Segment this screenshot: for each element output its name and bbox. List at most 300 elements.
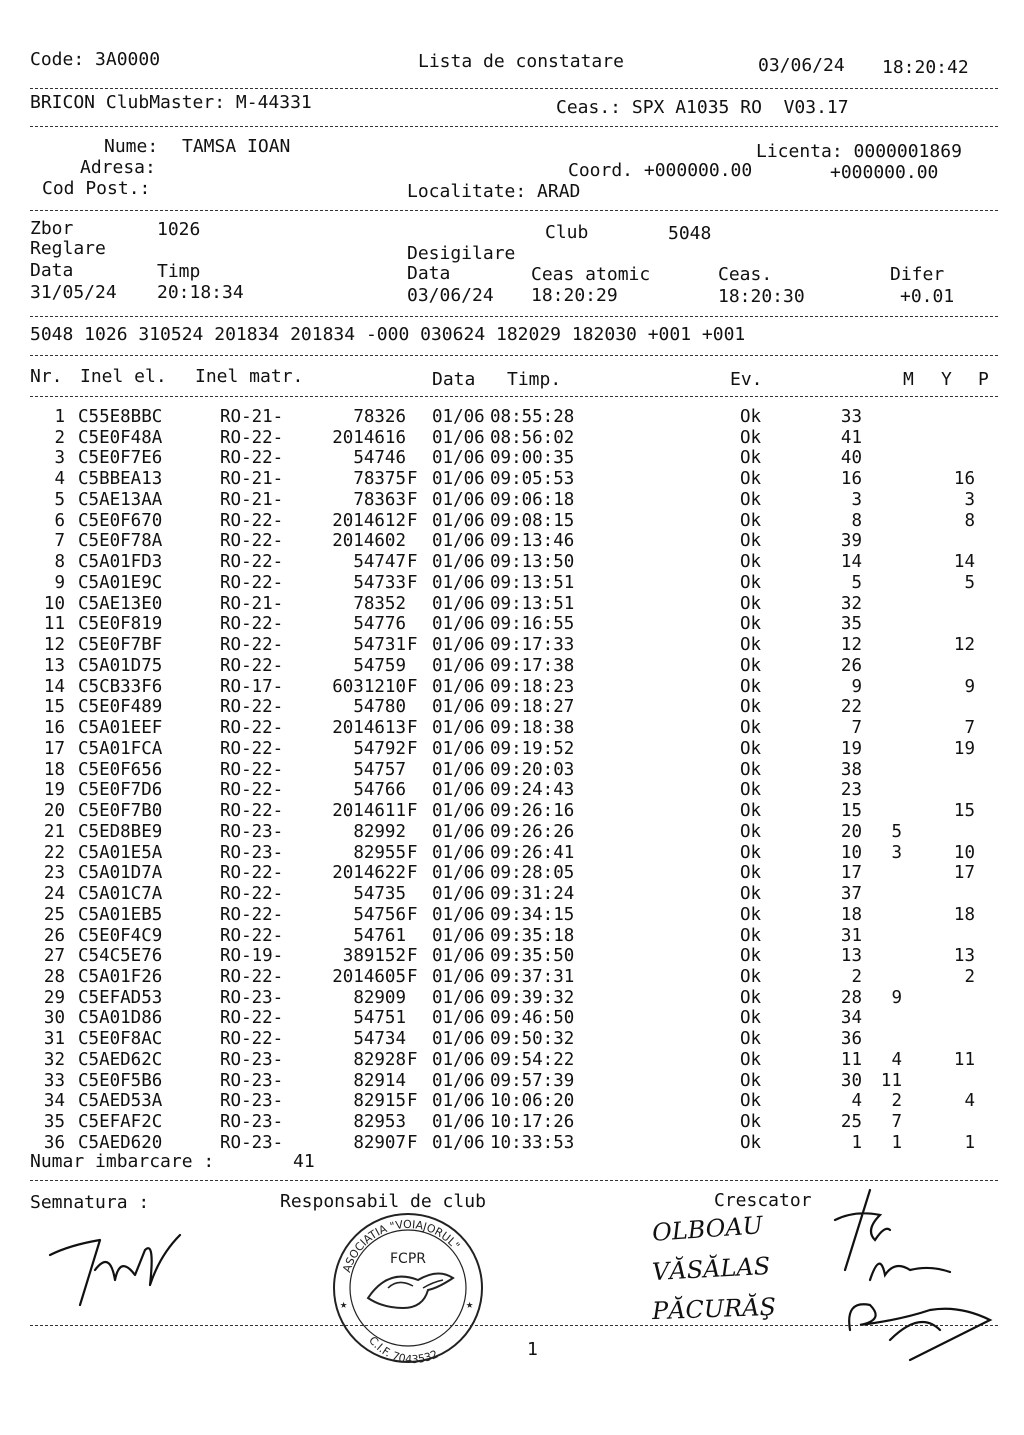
arrival-date: 01/06 (432, 531, 485, 552)
rank-value: 37 (840, 884, 862, 905)
table-row (0, 1050, 1024, 1070)
rank-value: 3 (851, 489, 862, 510)
atomic-time: 18:20:29 (531, 285, 618, 306)
electronic-ring: C5A01EB5 (78, 904, 163, 925)
arrival-time: 09:34:15 (490, 904, 575, 925)
table-row (0, 926, 1024, 946)
boarding-count: 41 (293, 1151, 315, 1172)
electronic-ring: C5E0F656 (78, 759, 163, 780)
arrival-time: 09:50:32 (490, 1029, 575, 1050)
electronic-ring: C5E0F670 (78, 510, 163, 531)
ring-number: 54735 (353, 884, 406, 905)
electronic-ring: C5E0F7BF (78, 635, 163, 656)
print-date: 03/06/24 (758, 55, 845, 76)
row-number: 21 (43, 821, 65, 842)
col-inel-matr: Inel matr. (195, 366, 304, 387)
electronic-ring: C5A01C7A (78, 884, 163, 905)
reglare-label: Reglare (30, 238, 106, 259)
rank-value: 28 (840, 987, 862, 1008)
row-number: 2 (54, 427, 65, 448)
signature-scribble (40, 1215, 190, 1315)
arrival-date: 01/06 (432, 1029, 485, 1050)
arrival-time: 09:57:39 (490, 1070, 575, 1091)
row-number: 33 (43, 1070, 65, 1091)
col-inel-el: Inel el. (80, 366, 167, 387)
ring-flag: F (407, 801, 418, 822)
electronic-ring: C5AE13E0 (78, 593, 163, 614)
row-number: 4 (54, 469, 65, 490)
rank-value: 31 (840, 925, 862, 946)
electronic-ring: C5BBEA13 (78, 469, 163, 490)
row-number: 26 (43, 925, 65, 946)
event-status: Ok (740, 635, 762, 656)
arrival-date: 01/06 (432, 489, 485, 510)
electronic-ring: C5A01D7A (78, 863, 163, 884)
ring-number: 2014616 (332, 427, 406, 448)
club-stamp (328, 1208, 488, 1368)
arrival-date: 01/06 (432, 635, 485, 656)
breeder-name-1: OLBOAU (651, 1211, 764, 1247)
y-value: 1 (891, 1132, 902, 1153)
arrival-time: 08:56:02 (490, 427, 575, 448)
p-value: 3 (964, 489, 975, 510)
owner-name: TAMSA IOAN (182, 136, 291, 157)
event-status: Ok (740, 759, 762, 780)
event-status: Ok (740, 697, 762, 718)
event-status: Ok (740, 718, 762, 739)
arrival-date: 01/06 (432, 884, 485, 905)
ring-prefix: RO-23- (220, 1112, 284, 1133)
event-status: Ok (740, 987, 762, 1008)
rank-value: 25 (840, 1112, 862, 1133)
event-status: Ok (740, 780, 762, 801)
electronic-ring: C5E0F489 (78, 697, 163, 718)
table-row (0, 967, 1024, 987)
arrival-date: 01/06 (432, 759, 485, 780)
row-number: 35 (43, 1112, 65, 1133)
arrival-date: 01/06 (432, 821, 485, 842)
row-number: 18 (43, 759, 65, 780)
electronic-ring: C5AED53A (78, 1091, 163, 1112)
clock-id: Ceas.: SPX A1035 RO V03.17 (556, 97, 849, 118)
event-status: Ok (740, 552, 762, 573)
row-number: 1 (54, 407, 65, 427)
ring-number: 2014613 (332, 718, 406, 739)
arrival-time: 09:19:52 (490, 738, 575, 759)
ring-number: 78363 (353, 489, 406, 510)
ring-prefix: RO-22- (220, 1008, 284, 1029)
arrival-time: 09:18:27 (490, 697, 575, 718)
p-value: 11 (953, 1049, 975, 1070)
rank-value: 32 (840, 593, 862, 614)
arrival-time: 09:46:50 (490, 1008, 575, 1029)
difference-value: +0.01 (900, 286, 955, 307)
event-status: Ok (740, 676, 762, 697)
electronic-ring: C5E0F7E6 (78, 448, 163, 469)
rank-value: 35 (840, 614, 862, 635)
arrival-date: 01/06 (432, 552, 485, 573)
ring-number: 54792 (353, 738, 406, 759)
page-number: 1 (527, 1339, 538, 1360)
ring-flag: F (407, 489, 418, 510)
event-status: Ok (740, 738, 762, 759)
arrival-date: 01/06 (432, 469, 485, 490)
row-number: 5 (54, 489, 65, 510)
ring-number: 2014611 (332, 801, 406, 822)
event-status: Ok (740, 614, 762, 635)
arrival-date: 01/06 (432, 863, 485, 884)
row-number: 28 (43, 966, 65, 987)
table-row (0, 677, 1024, 697)
ring-prefix: RO-23- (220, 987, 284, 1008)
svg-text:★: ★ (340, 1297, 348, 1311)
p-value: 17 (953, 863, 975, 884)
row-number: 34 (43, 1091, 65, 1112)
ring-prefix: RO-22- (220, 510, 284, 531)
locality: Localitate: ARAD (407, 181, 581, 202)
table-row (0, 407, 1024, 427)
ring-number: 82928 (353, 1049, 406, 1070)
arrival-time: 10:17:26 (490, 1112, 575, 1133)
row-number: 23 (43, 863, 65, 884)
arrival-date: 01/06 (432, 842, 485, 863)
arrival-date: 01/06 (432, 676, 485, 697)
table-row (0, 780, 1024, 800)
ring-flag: F (407, 738, 418, 759)
electronic-ring: C5AE13AA (78, 489, 163, 510)
electronic-ring: C5A01E9C (78, 572, 163, 593)
ring-prefix: RO-22- (220, 552, 284, 573)
table-row (0, 801, 1024, 821)
table-row (0, 511, 1024, 531)
arrival-date: 01/06 (432, 946, 485, 967)
p-value: 2 (964, 966, 975, 987)
ring-prefix: RO-23- (220, 842, 284, 863)
club-number: 5048 (668, 223, 712, 244)
breeder-label: Crescator (714, 1190, 812, 1211)
row-number: 27 (43, 946, 65, 967)
event-status: Ok (740, 821, 762, 842)
arrival-date: 01/06 (432, 904, 485, 925)
unseal-date: 03/06/24 (407, 285, 494, 306)
ring-prefix: RO-22- (220, 904, 284, 925)
row-number: 19 (43, 780, 65, 801)
ring-number: 54761 (353, 925, 406, 946)
row-number: 30 (43, 1008, 65, 1029)
y-value: 7 (891, 1112, 902, 1133)
ring-number: 2014602 (332, 531, 406, 552)
ring-prefix: RO-17- (220, 676, 284, 697)
stamp-cif-text: C.I.F. 7043532 (366, 1333, 440, 1367)
stamp-mid-text: FCPR (390, 1251, 426, 1267)
event-status: Ok (740, 904, 762, 925)
rank-value: 9 (851, 676, 862, 697)
clubmaster-id: BRICON ClubMaster: M-44331 (30, 92, 312, 113)
rank-value: 16 (840, 469, 862, 490)
licence: Licenta: 0000001869 (756, 141, 962, 162)
electronic-ring: C5E0F7B0 (78, 801, 163, 822)
rank-value: 22 (840, 697, 862, 718)
ring-prefix: RO-23- (220, 1132, 284, 1153)
signature-label: Semnatura : (30, 1192, 150, 1213)
rank-value: 15 (840, 801, 862, 822)
row-number: 13 (43, 655, 65, 676)
ring-number: 54734 (353, 1029, 406, 1050)
ring-flag: F (407, 469, 418, 490)
rank-value: 39 (840, 531, 862, 552)
table-row (0, 905, 1024, 925)
ring-number: 54766 (353, 780, 406, 801)
table-row (0, 573, 1024, 593)
ring-number: 54751 (353, 1008, 406, 1029)
table-row (0, 1091, 1024, 1111)
table-row (0, 988, 1024, 1008)
table-row (0, 1071, 1024, 1091)
col-data: Data (432, 369, 476, 390)
electronic-ring: C5EFAF2C (78, 1112, 163, 1133)
event-status: Ok (740, 427, 762, 448)
arrival-time: 09:13:51 (490, 593, 575, 614)
col-ev: Ev. (730, 369, 763, 390)
event-status: Ok (740, 884, 762, 905)
col-timp: Timp. (507, 369, 562, 390)
p-value: 5 (964, 572, 975, 593)
ring-number: 2014612 (332, 510, 406, 531)
rank-value: 20 (840, 821, 862, 842)
event-status: Ok (740, 1049, 762, 1070)
row-number: 32 (43, 1049, 65, 1070)
y-value: 9 (891, 987, 902, 1008)
difference-label: Difer (890, 264, 945, 285)
ring-prefix: RO-22- (220, 863, 284, 884)
rank-value: 12 (840, 635, 862, 656)
row-number: 22 (43, 842, 65, 863)
ring-prefix: RO-22- (220, 448, 284, 469)
ring-number: 54776 (353, 614, 406, 635)
arrival-time: 09:26:16 (490, 801, 575, 822)
arrival-date: 01/06 (432, 925, 485, 946)
ring-flag: F (407, 863, 418, 884)
rank-value: 30 (840, 1070, 862, 1091)
electronic-ring: C5CB33F6 (78, 676, 163, 697)
table-row (0, 822, 1024, 842)
ring-prefix: RO-22- (220, 884, 284, 905)
table-row (0, 1112, 1024, 1132)
event-status: Ok (740, 1029, 762, 1050)
ring-prefix: RO-19- (220, 946, 284, 967)
event-status: Ok (740, 407, 762, 427)
ring-number: 389152 (342, 946, 406, 967)
ring-prefix: RO-22- (220, 759, 284, 780)
arrival-time: 09:31:24 (490, 884, 575, 905)
arrival-time: 09:18:23 (490, 676, 575, 697)
arrival-time: 09:26:26 (490, 821, 575, 842)
electronic-ring: C5ED8BE9 (78, 821, 163, 842)
event-status: Ok (740, 469, 762, 490)
ring-flag: F (407, 904, 418, 925)
set-time: 20:18:34 (157, 282, 244, 303)
arrival-date: 01/06 (432, 510, 485, 531)
arrival-date: 01/06 (432, 1132, 485, 1153)
ring-flag: F (407, 676, 418, 697)
event-status: Ok (740, 1112, 762, 1133)
rank-value: 33 (840, 407, 862, 427)
table-row (0, 946, 1024, 966)
ring-prefix: RO-21- (220, 407, 284, 427)
event-status: Ok (740, 842, 762, 863)
arrival-date: 01/06 (432, 614, 485, 635)
divider (30, 396, 998, 397)
ring-flag: F (407, 572, 418, 593)
ring-prefix: RO-22- (220, 572, 284, 593)
ring-prefix: RO-21- (220, 489, 284, 510)
electronic-ring: C5A01E5A (78, 842, 163, 863)
rank-value: 34 (840, 1008, 862, 1029)
rank-value: 11 (840, 1049, 862, 1070)
ring-prefix: RO-22- (220, 966, 284, 987)
rank-value: 13 (840, 946, 862, 967)
event-status: Ok (740, 448, 762, 469)
rank-value: 1 (851, 1132, 862, 1153)
arrival-date: 01/06 (432, 1091, 485, 1112)
ring-number: 82914 (353, 1070, 406, 1091)
arrival-date: 01/06 (432, 407, 485, 427)
club-label: Club (545, 222, 589, 243)
row-number: 36 (43, 1132, 65, 1153)
rank-value: 7 (851, 718, 862, 739)
breeder-name-2: VĂSĂLAS (651, 1251, 771, 1287)
arrival-date: 01/06 (432, 1049, 485, 1070)
ring-number: 2014605 (332, 966, 406, 987)
arrival-time: 10:06:20 (490, 1091, 575, 1112)
table-row (0, 656, 1024, 676)
table-row (0, 863, 1024, 883)
table-row (0, 448, 1024, 468)
ring-number: 82907 (353, 1132, 406, 1153)
arrival-time: 09:39:32 (490, 987, 575, 1008)
event-status: Ok (740, 489, 762, 510)
row-number: 9 (54, 572, 65, 593)
table-row (0, 428, 1024, 448)
summary-code-line: 5048 1026 310524 201834 201834 -000 030624 182029 182030 +001 +001 (30, 324, 746, 345)
rank-value: 40 (840, 448, 862, 469)
table-row (0, 1008, 1024, 1028)
row-number: 11 (43, 614, 65, 635)
electronic-ring: C5E0F48A (78, 427, 163, 448)
ring-number: 6031210 (332, 676, 406, 697)
ring-number: 54759 (353, 655, 406, 676)
ring-flag: F (407, 635, 418, 656)
ring-prefix: RO-22- (220, 925, 284, 946)
arrival-time: 09:16:55 (490, 614, 575, 635)
table-row (0, 552, 1024, 572)
ring-number: 2014622 (332, 863, 406, 884)
p-value: 10 (953, 842, 975, 863)
table-row (0, 697, 1024, 717)
ring-prefix: RO-22- (220, 531, 284, 552)
table-row (0, 635, 1024, 655)
ring-prefix: RO-22- (220, 780, 284, 801)
p-value: 15 (953, 801, 975, 822)
p-value: 8 (964, 510, 975, 531)
arrival-time: 09:24:43 (490, 780, 575, 801)
ring-flag: F (407, 966, 418, 987)
electronic-ring: C5A01FD3 (78, 552, 163, 573)
ring-flag: F (407, 510, 418, 531)
y-value: 3 (891, 842, 902, 863)
divider (30, 1325, 998, 1326)
event-status: Ok (740, 1132, 762, 1153)
ring-flag: F (407, 946, 418, 967)
data-label-2: Data (407, 263, 451, 284)
arrival-date: 01/06 (432, 801, 485, 822)
svg-text:C.I.F. 7043532 (366, 1334, 440, 1366)
arrival-time: 09:35:18 (490, 925, 575, 946)
print-time: 18:20:42 (882, 57, 969, 78)
coordinates-2: +000000.00 (830, 162, 939, 183)
table-row (0, 884, 1024, 904)
divider (30, 126, 998, 127)
electronic-ring: C5A01F26 (78, 966, 163, 987)
row-number: 31 (43, 1029, 65, 1050)
arrival-time: 09:00:35 (490, 448, 575, 469)
arrival-time: 08:55:28 (490, 407, 575, 427)
p-value: 1 (964, 1132, 975, 1153)
ring-flag: F (407, 1132, 418, 1153)
table-row (0, 531, 1024, 551)
data-label: Data (30, 260, 74, 281)
set-date: 31/05/24 (30, 282, 117, 303)
ring-prefix: RO-22- (220, 655, 284, 676)
arrival-time: 09:35:50 (490, 946, 575, 967)
table-row (0, 490, 1024, 510)
event-status: Ok (740, 572, 762, 593)
ring-prefix: RO-22- (220, 718, 284, 739)
arrival-time: 09:28:05 (490, 863, 575, 884)
ring-prefix: RO-21- (220, 593, 284, 614)
desigilare-label: Desigilare (407, 243, 516, 264)
divider (30, 88, 998, 89)
arrival-time: 09:06:18 (490, 489, 575, 510)
clock-time: 18:20:30 (718, 286, 805, 307)
ring-prefix: RO-22- (220, 801, 284, 822)
y-value: 5 (891, 821, 902, 842)
rank-value: 17 (840, 863, 862, 884)
ring-number: 78375 (353, 469, 406, 490)
electronic-ring: C5E0F78A (78, 531, 163, 552)
ring-flag: F (407, 552, 418, 573)
rank-value: 10 (840, 842, 862, 863)
arrival-time: 09:13:46 (490, 531, 575, 552)
col-nr: Nr. (30, 366, 63, 387)
divider (30, 355, 998, 356)
row-number: 20 (43, 801, 65, 822)
postal-code-label: Cod Post.: (42, 178, 151, 199)
row-number: 12 (43, 635, 65, 656)
ring-prefix: RO-23- (220, 1049, 284, 1070)
ring-flag: F (407, 1091, 418, 1112)
p-value: 7 (964, 718, 975, 739)
col-p: P (978, 369, 989, 390)
event-status: Ok (740, 966, 762, 987)
ring-prefix: RO-23- (220, 821, 284, 842)
electronic-ring: C5A01D86 (78, 1008, 163, 1029)
row-number: 3 (54, 448, 65, 469)
arrival-time: 09:20:03 (490, 759, 575, 780)
rank-value: 2 (851, 966, 862, 987)
electronic-ring: C54C5E76 (78, 946, 163, 967)
ring-prefix: RO-22- (220, 738, 284, 759)
